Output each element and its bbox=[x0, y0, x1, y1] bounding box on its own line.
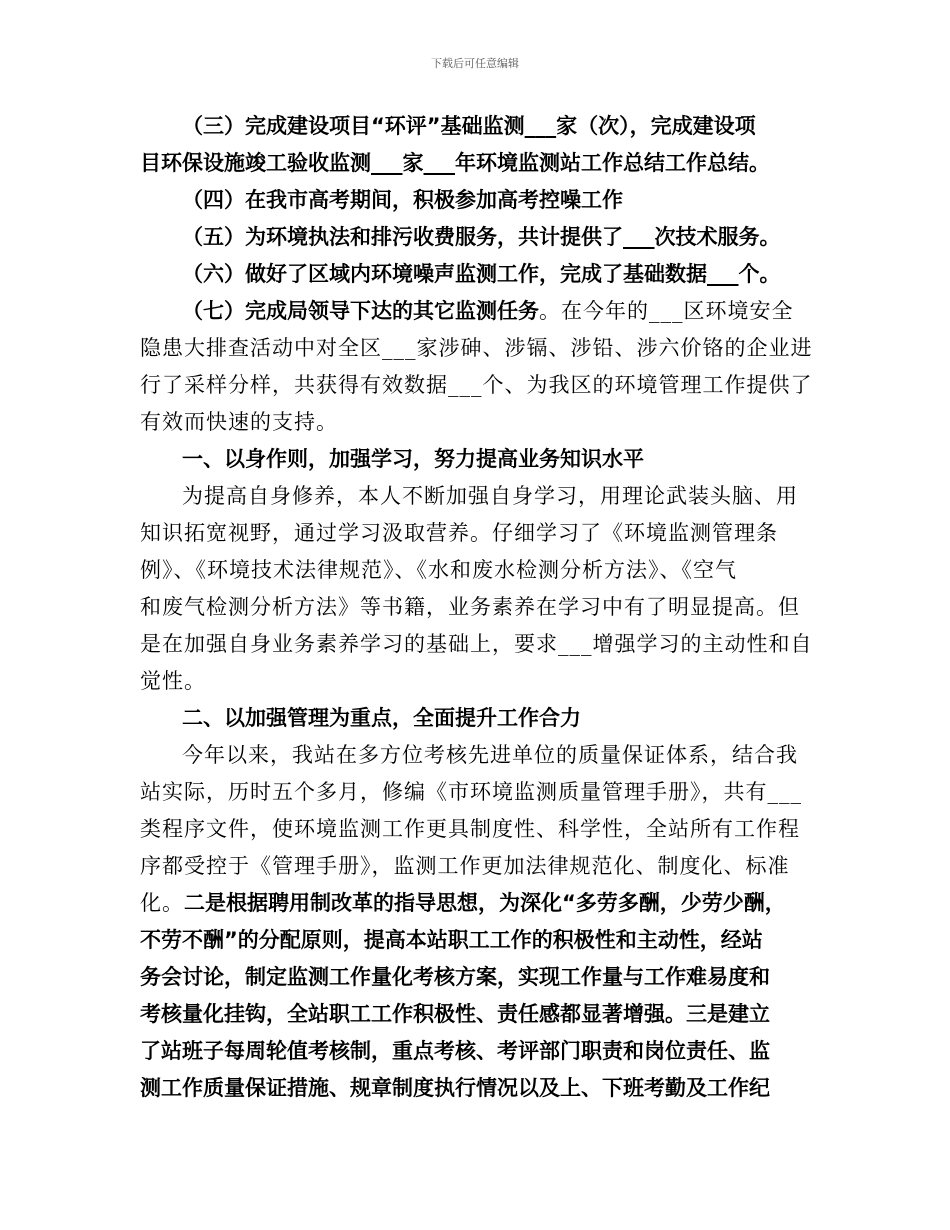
text-line bbox=[140, 367, 812, 404]
bold-text: 一、以身作则，加强学习，努力提高业务知识水平 bbox=[182, 447, 644, 471]
text-line bbox=[140, 663, 812, 700]
text-line bbox=[140, 404, 812, 441]
text-line bbox=[140, 774, 812, 811]
text-line bbox=[140, 330, 812, 367]
bold-text: （四）在我市高考期间，积极参加高考控噪工作 bbox=[182, 188, 623, 212]
bold-text: （五）为环境执法和排污收费服务，共计提供了___次技术服务。 bbox=[182, 225, 781, 249]
body-text: 行了采样分样，共获得有效数据___个、为我区的环境管理工作提供了 bbox=[140, 373, 812, 397]
body-text: 序都受控于《管理手册》，监测工作更加法律规范化、制度化、标准 bbox=[140, 854, 790, 878]
text-line bbox=[140, 626, 812, 663]
bold-text: 二、以加强管理为重点，全面提升工作合力 bbox=[182, 706, 581, 730]
text-line bbox=[140, 848, 812, 885]
bold-text: （七）完成局领导下达的其它监测任务 bbox=[182, 299, 539, 323]
text-line bbox=[140, 441, 812, 478]
text-line bbox=[140, 515, 812, 552]
text-line bbox=[140, 885, 812, 922]
text-line bbox=[140, 589, 812, 626]
bold-text: 务会讨论，制定监测工作量化考核方案，实现工作量与工作难易度和 bbox=[140, 965, 770, 989]
text-line bbox=[140, 1070, 812, 1107]
body-text: 例》、《环境技术法律规范》、《水和废水检测分析方法》、《空气 bbox=[140, 558, 737, 582]
text-line bbox=[140, 108, 812, 145]
bold-text: 测工作质量保证措施、规章制度执行情况以及上、下班考勤及工作纪 bbox=[140, 1076, 770, 1100]
text-line bbox=[140, 293, 812, 330]
bold-text: 了站班子每周轮值考核制，重点考核、考评部门职责和岗位责任、监 bbox=[140, 1039, 770, 1063]
body-text: 类程序文件，使环境监测工作更具制度性、科学性，全站所有工作程 bbox=[140, 817, 800, 841]
body-text: 今年以来，我站在多方位考核先进单位的质量保证体系，结合我 bbox=[182, 743, 798, 767]
bold-text: （三）完成建设项目“环评”基础监测___家（次），完成建设项 bbox=[182, 114, 756, 138]
body-text: 觉性。 bbox=[140, 669, 206, 693]
bold-text: 二是根据聘用制改革的指导思想，为深化“多劳多酬，少劳少酬， bbox=[184, 891, 786, 915]
body-text: 。在今年的___区环境安全 bbox=[539, 299, 794, 323]
bold-text: 目环保设施竣工验收监测___家___年环境监测站工作总结工作总结。 bbox=[140, 151, 770, 175]
body-text: 站实际，历时五个多月，修编《市环境监测质量管理手册》，共有___ bbox=[140, 780, 802, 804]
text-line bbox=[140, 737, 812, 774]
body-text: 为提高自身修养，本人不断加强自身学习，用理论武装头脑、用 bbox=[182, 484, 798, 508]
text-line bbox=[140, 256, 812, 293]
body-text: 有效而快速的支持。 bbox=[140, 410, 338, 434]
text-line bbox=[140, 811, 812, 848]
body-text: 隐患大排查活动中对全区___家涉砷、涉镉、涉铅、涉六价铬的企业进 bbox=[140, 336, 812, 360]
body-text: 化。 bbox=[140, 891, 184, 915]
text-line bbox=[140, 996, 812, 1033]
body-text: 知识拓宽视野，通过学习汲取营养。仔细学习了《环境监测管理条 bbox=[140, 521, 778, 545]
text-line bbox=[140, 552, 812, 589]
page-header: 下载后可任意编辑 bbox=[431, 57, 519, 70]
body-text: 和废气检测分析方法》等书籍，业务素养在学习中有了明显提高。但 bbox=[140, 595, 800, 619]
bold-text: （六）做好了区域内环境噪声监测工作，完成了基础数据___个。 bbox=[182, 262, 781, 286]
bold-text: 不劳不酬”的分配原则，提高本站职工工作的积极性和主动性，经站 bbox=[140, 928, 763, 952]
text-line bbox=[140, 700, 812, 737]
text-line bbox=[140, 145, 812, 182]
bold-text: 考核量化挂钩，全站职工工作积极性、责任感都显著增强。三是建立 bbox=[140, 1002, 770, 1026]
text-line bbox=[140, 959, 812, 996]
text-line bbox=[140, 219, 812, 256]
text-line bbox=[140, 182, 812, 219]
document-body bbox=[140, 108, 812, 1107]
text-line bbox=[140, 1033, 812, 1070]
body-text: 是在加强自身业务素养学习的基础上，要求___增强学习的主动性和自 bbox=[140, 632, 812, 656]
text-line bbox=[140, 922, 812, 959]
text-line bbox=[140, 478, 812, 515]
